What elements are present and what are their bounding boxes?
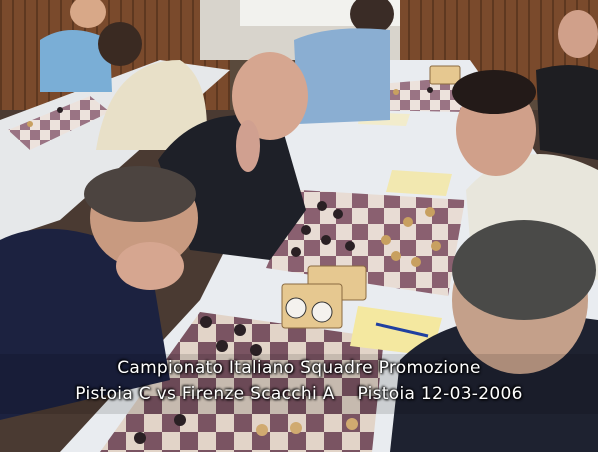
caption-title: Campionato Italiano Squadre Promozione [117, 358, 481, 378]
score-sheet-center [386, 170, 452, 196]
caption-match-info: Pistoia C vs Firenze Scacchi A Pistoia 12-03-2006 [75, 384, 523, 404]
chess-clock-back [430, 66, 460, 84]
clock-face-left [286, 298, 306, 318]
photo-caption [0, 356, 598, 416]
clock-face-right [312, 302, 332, 322]
